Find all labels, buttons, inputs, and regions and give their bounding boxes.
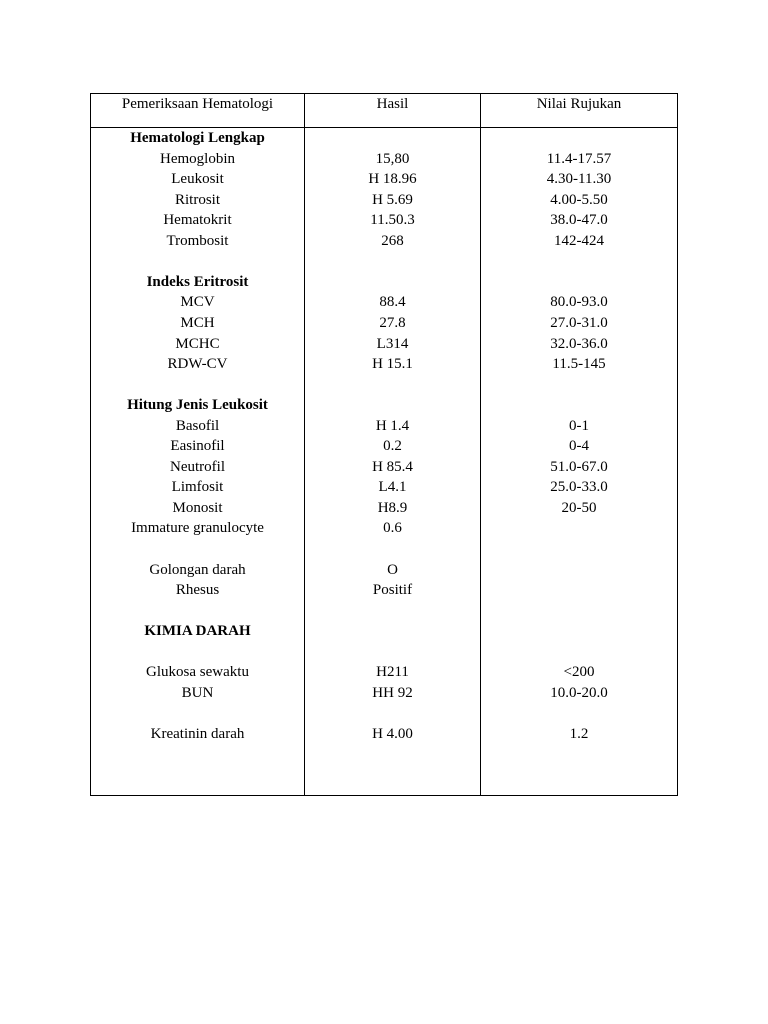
section-heading: KIMIA DARAH — [144, 623, 251, 639]
reference-range: 0-4 — [569, 438, 589, 454]
test-result: Positif — [372, 582, 413, 598]
reference-range: 51.0-67.0 — [550, 459, 608, 475]
test-result: H8.9 — [377, 500, 408, 516]
test-result: O — [387, 562, 398, 578]
test-result: L314 — [376, 336, 409, 352]
test-name: Hemoglobin — [160, 151, 235, 167]
reference-range: 11.4-17.57 — [546, 151, 612, 167]
test-name: Monosit — [172, 500, 223, 516]
test-name: Leukosit — [171, 171, 224, 187]
test-name: Limfosit — [171, 479, 224, 495]
reference-range: 1.2 — [569, 726, 589, 742]
section-heading: Indeks Eritrosit — [146, 274, 249, 290]
test-result: 15,80 — [375, 151, 410, 167]
test-name: BUN — [181, 685, 214, 701]
reference-range: 142-424 — [554, 233, 604, 249]
test-name: RDW-CV — [167, 356, 228, 372]
reference-range: 27.0-31.0 — [550, 315, 608, 331]
test-name: MCHC — [175, 336, 220, 352]
test-name: Immature granulocyte — [131, 520, 264, 536]
reference-range: 25.0-33.0 — [550, 479, 608, 495]
test-name: Ritrosit — [174, 192, 220, 208]
header-result: Hasil — [376, 96, 409, 112]
section-heading: Hematologi Lengkap — [130, 130, 265, 146]
test-result: H 18.96 — [368, 171, 417, 187]
test-result: H 1.4 — [375, 418, 410, 434]
test-result: H 15.1 — [372, 356, 413, 372]
test-result: 0.2 — [383, 438, 402, 454]
test-result: 268 — [381, 233, 404, 249]
header-examination: Pemeriksaan Hematologi — [121, 96, 274, 112]
section-heading: Hitung Jenis Leukosit — [127, 397, 268, 413]
reference-range: 11.5-145 — [552, 356, 606, 372]
reference-range: 38.0-47.0 — [550, 212, 608, 228]
test-result: H 4.00 — [372, 726, 413, 742]
reference-range: 4.00-5.50 — [550, 192, 608, 208]
test-name: Kreatinin darah — [150, 726, 245, 742]
test-result: 0.6 — [383, 520, 402, 536]
test-result: 11.50.3 — [370, 212, 415, 228]
test-name: Glukosa sewaktu — [146, 664, 249, 680]
reference-range: <200 — [563, 664, 595, 680]
test-name: Rhesus — [175, 582, 220, 598]
test-result: H211 — [376, 664, 409, 680]
test-name: Easinofil — [170, 438, 225, 454]
reference-range: 32.0-36.0 — [550, 336, 608, 352]
test-result: 88.4 — [379, 294, 406, 310]
reference-range: 10.0-20.0 — [550, 685, 608, 701]
test-name: Hematokrit — [163, 212, 232, 228]
test-result: L4.1 — [378, 479, 407, 495]
test-result: 27.8 — [379, 315, 406, 331]
reference-range: 20-50 — [561, 500, 597, 516]
test-name: Neutrofil — [170, 459, 225, 475]
test-name: Trombosit — [166, 233, 229, 249]
test-result: H 5.69 — [372, 192, 413, 208]
reference-range: 0-1 — [569, 418, 589, 434]
test-name: MCH — [180, 315, 215, 331]
test-name: MCV — [180, 294, 215, 310]
header-reference: Nilai Rujukan — [536, 96, 622, 112]
test-result: HH 92 — [372, 685, 413, 701]
reference-range: 80.0-93.0 — [550, 294, 608, 310]
lab-results-table — [90, 93, 678, 796]
reference-range: 4.30-11.30 — [546, 171, 612, 187]
test-name: Golongan darah — [149, 562, 246, 578]
test-result: H 85.4 — [372, 459, 413, 475]
test-name: Basofil — [175, 418, 220, 434]
